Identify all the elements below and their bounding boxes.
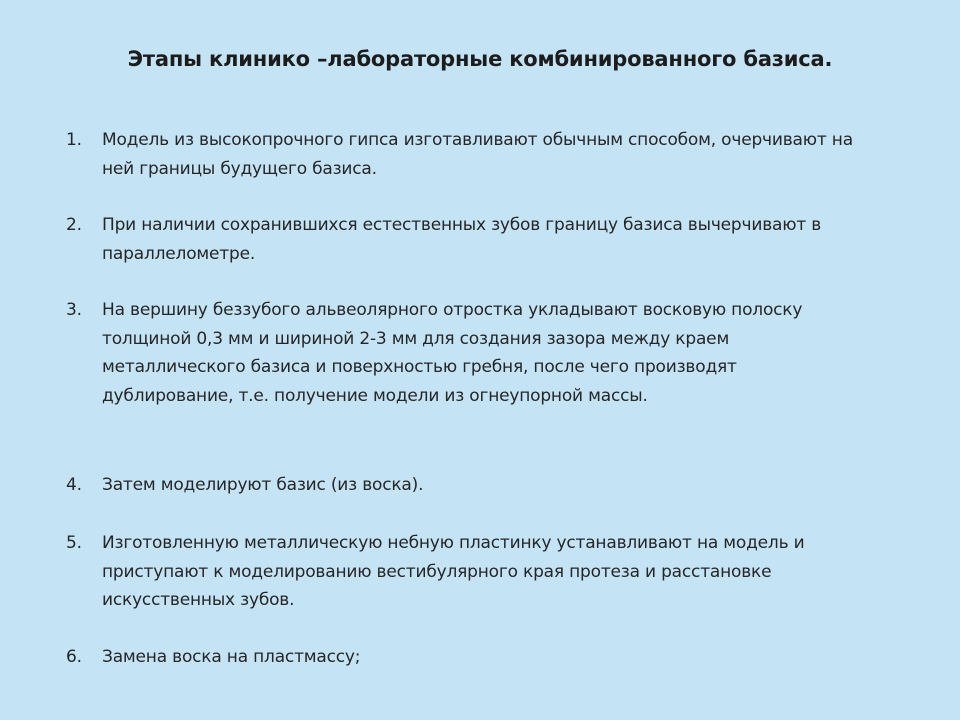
item-number: 5. <box>66 533 82 553</box>
item-number: 4. <box>66 475 82 495</box>
list-item <box>66 296 866 410</box>
list-item <box>66 211 866 268</box>
item-text: При наличии сохранившихся естественных зубов границу базиса вычерчивают в параллелометре. <box>102 215 822 264</box>
item-number: 3. <box>66 300 82 320</box>
item-text: Затем моделируют базис (из воска). <box>102 475 424 495</box>
list-item <box>66 643 866 672</box>
item-text: Изготовленную металлическую небную пластинку устанавливают на модель и приступают к моделированию вестибулярного края протеза и расстановке искусственных зубов. <box>102 533 805 610</box>
item-number: 2. <box>66 215 82 235</box>
slide-title: Этапы клинико –лабораторные комбинированного базиса. <box>127 47 833 71</box>
item-text: На вершину беззубого альвеолярного отростка укладывают восковую полоску толщиной 0,3 мм и шириной 2-3 мм для создания зазора между краем металлического базиса и поверхностью гребня, после чего производят дублирование, т.е. получение модели из огнеупорной массы. <box>102 300 803 406</box>
item-number: 1. <box>66 130 82 150</box>
list-item <box>66 529 866 615</box>
list-item <box>66 126 866 183</box>
list-item <box>66 471 866 500</box>
item-text: Замена воска на пластмассу; <box>102 647 361 667</box>
item-text: Модель из высокопрочного гипса изготавливают обычным способом, очерчивают на ней границы будущего базиса. <box>102 130 853 179</box>
item-number: 6. <box>66 647 82 667</box>
